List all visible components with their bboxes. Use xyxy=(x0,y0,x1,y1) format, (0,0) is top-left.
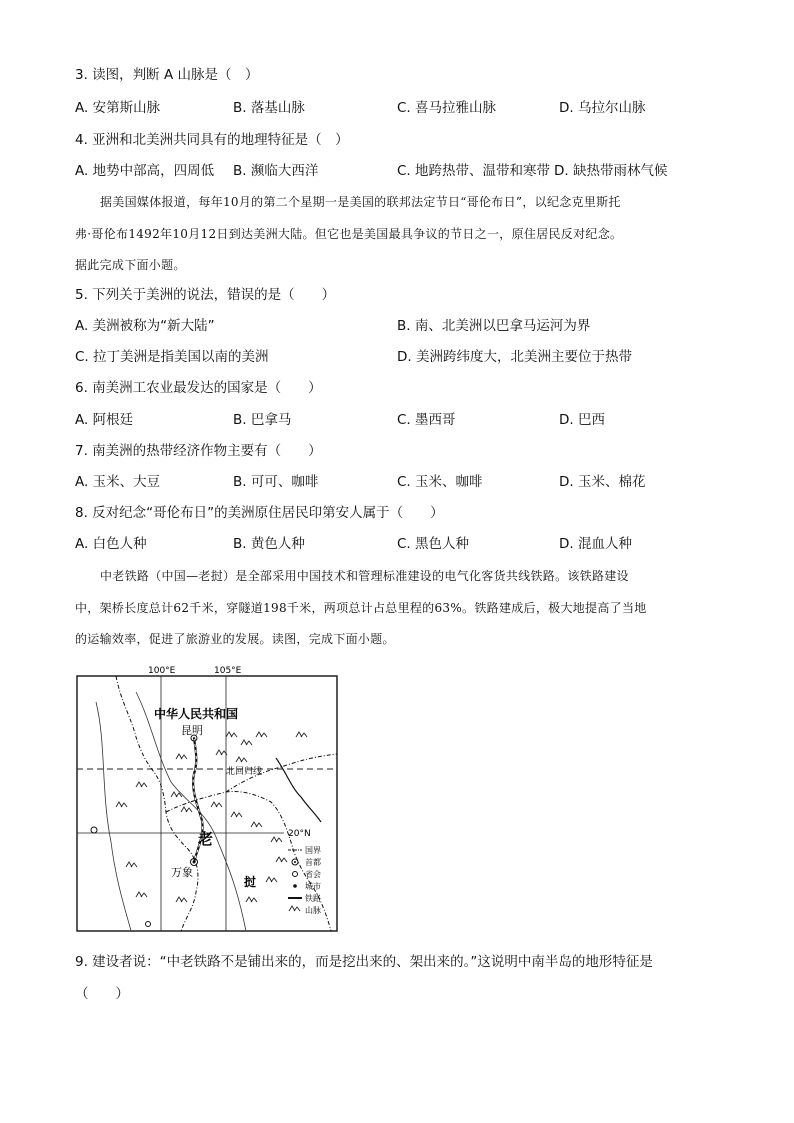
q8-option-b: B. 黄色人种 xyxy=(233,536,305,552)
q4-option-d: D. 缺热带雨林气候 xyxy=(554,163,668,179)
q4-option-b: B. 濒临大西洋 xyxy=(233,163,319,179)
q5-option-c: C. 拉丁美洲是指美国以南的美洲 xyxy=(75,349,269,365)
passage2-line1: 中老铁路（中国—老挝）是全部采用中国技术和管理标准建设的电气化客货共线铁路。该铁路建设 xyxy=(100,569,629,583)
q8-option-c: C. 黑色人种 xyxy=(397,536,470,552)
legend-capital: 首都 xyxy=(305,858,321,867)
question-4-stem: 4. 亚洲和北美洲共同具有的地理特征是（ ） xyxy=(75,132,349,148)
q7-option-b: B. 可可、咖啡 xyxy=(233,474,319,490)
question-6-stem: 6. 南美洲工农业最发达的国家是（ ） xyxy=(75,380,322,396)
q6-option-a: A. 阿根廷 xyxy=(75,412,134,428)
kunming-label: 昆明 xyxy=(181,724,203,737)
q3-option-a: A. 安第斯山脉 xyxy=(75,100,161,116)
q8-option-a: A. 白色人种 xyxy=(75,536,147,552)
q5-option-b: B. 南、北美洲以巴拿马运河为界 xyxy=(397,318,591,334)
passage1-line2: 弗·哥伦布1492年10月12日到达美洲大陆。但它也是美国最具争议的节日之一，原住居民反对纪念。 xyxy=(75,227,623,241)
tropic-label: 北回归线 xyxy=(226,767,263,777)
q7-option-d: D. 玉米、棉花 xyxy=(559,474,646,490)
china-laos-railway-map xyxy=(76,662,338,932)
passage1-line3: 据此完成下面小题。 xyxy=(75,258,186,272)
q7-option-a: A. 玉米、大豆 xyxy=(75,474,161,490)
lon-100-label: 100°E xyxy=(148,666,176,676)
question-9-blank: （ ） xyxy=(75,986,129,1002)
legend-border: 国界 xyxy=(305,846,321,855)
laos-label: 老 xyxy=(198,830,214,848)
legend-railway: 铁路 xyxy=(305,894,321,903)
q8-option-d: D. 混血人种 xyxy=(559,536,632,552)
q6-option-d: D. 巴西 xyxy=(559,412,605,428)
q5-option-a: A. 美洲被称为“新大陆” xyxy=(75,318,215,334)
china-label: 中华人民共和国 xyxy=(154,707,239,721)
q3-option-b: B. 落基山脉 xyxy=(233,100,305,116)
vientiane-label: 万象 xyxy=(171,866,193,879)
question-8-stem: 8. 反对纪念“哥伦布日”的美洲原住居民印第安人属于（ ） xyxy=(75,505,444,521)
q3-option-d: D. 乌拉尔山脉 xyxy=(559,100,646,116)
q4-option-c: C. 地跨热带、温带和寒带 xyxy=(397,163,551,179)
q7-option-c: C. 玉米、咖啡 xyxy=(397,474,483,490)
question-7-stem: 7. 南美洲的热带经济作物主要有（ ） xyxy=(75,443,322,459)
passage2-line2: 中，架桥长度总计62千米，穿隧道198千米，两项总计占总里程的63%。铁路建成后，极大地提高了当地 xyxy=(75,601,647,615)
q3-option-c: C. 喜马拉雅山脉 xyxy=(397,100,497,116)
laos-label-2: 挝 xyxy=(244,875,257,889)
question-3-stem: 3. 读图，判断 A 山脉是（ ） xyxy=(75,67,259,83)
q4-option-a: A. 地势中部高，四周低 xyxy=(75,163,215,179)
lon-105-label: 105°E xyxy=(214,666,242,676)
passage2-line3: 的运输效率，促进了旅游业的发展。读图，完成下面小题。 xyxy=(75,632,395,646)
question-9-stem: 9. 建设者说：“中老铁路不是铺出来的，而是挖出来的、架出来的。”这说明中南半岛的地形特征是 xyxy=(75,954,653,970)
legend-mountain: 山脉 xyxy=(305,906,321,915)
legend-provincial-capital: 省会 xyxy=(305,870,321,879)
question-5-stem: 5. 下列关于美洲的说法，错误的是（ ） xyxy=(75,287,336,303)
lat-20-label: 20°N xyxy=(288,829,311,839)
passage1-line1: 据美国媒体报道，每年10月的第二个星期一是美国的联邦法定节日“哥伦布日”，以纪念克里斯托 xyxy=(100,195,621,209)
q6-option-c: C. 墨西哥 xyxy=(397,412,456,428)
legend-city: 城市 xyxy=(305,882,321,891)
q5-option-d: D. 美洲跨纬度大，北美洲主要位于热带 xyxy=(397,349,632,365)
q6-option-b: B. 巴拿马 xyxy=(233,412,292,428)
